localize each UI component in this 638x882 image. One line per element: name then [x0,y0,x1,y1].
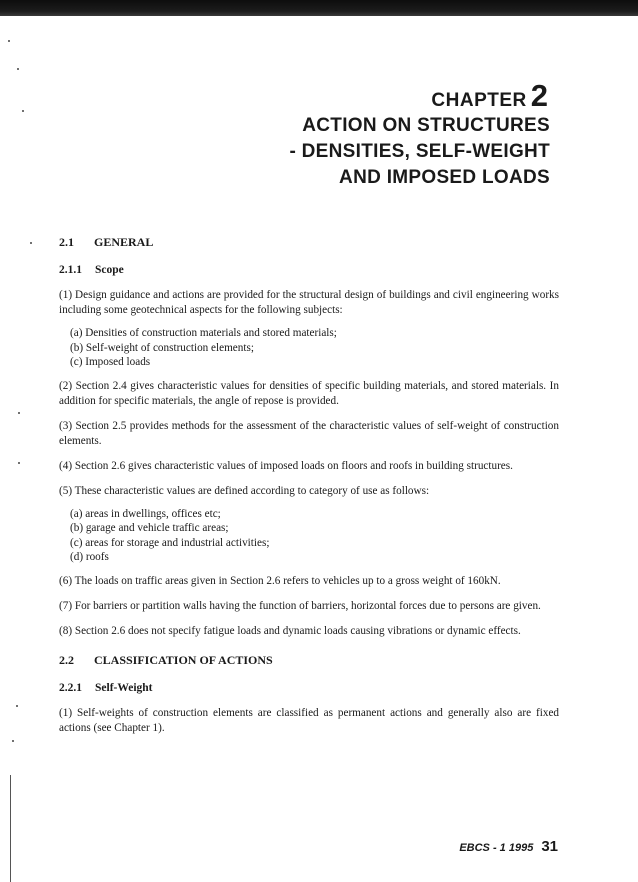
chapter-heading [431,78,548,114]
page-number: 31 [541,838,558,855]
list-item: (b) garage and vehicle traffic areas; [70,522,229,534]
scan-speck [16,705,18,707]
paragraph-3: (3) Section 2.5 provides methods for the assessment of the characteristic values of self-weight of construction elements. [59,419,559,447]
scan-speck [18,462,20,464]
scan-speck [8,40,10,42]
list-item: (c) Imposed loads [70,356,151,368]
chapter-number: 2 [530,78,548,113]
chapter-title-line: - DENSITIES, SELF-WEIGHT [289,141,550,162]
scan-speck [22,110,24,112]
section-heading-2-2: 2.2 CLASSIFICATION OF ACTIONS [59,652,273,667]
chapter-title-line: ACTION ON STRUCTURES [302,115,550,136]
scan-speck [17,68,19,70]
subject-list [59,326,559,370]
section-heading-2-2-1: 2.2.1 Self-Weight [59,681,153,694]
paragraph-7: (7) For barriers or partition walls having the function of barriers, horizontal forces due to persons are given. [59,599,541,612]
list-item: (a) areas in dwellings, offices etc; [70,507,221,520]
chapter-title-line: AND IMPOSED LOADS [339,167,550,188]
list-item: (c) areas for storage and industrial activities; [70,536,270,549]
paragraph-1: (1) Design guidance and actions are provided for the structural design of buildings and civil engineering works including some geotechnical aspects for the following subjects: [59,289,559,316]
list-item: (a) Densities of construction materials and stored materials; [70,327,337,339]
chapter-title [289,113,550,191]
page-body [59,235,559,746]
scan-speck [12,740,14,742]
paragraph-5: (5) These characteristic values are defined according to category of use as follows: [59,484,430,497]
scan-speck [18,412,20,414]
paragraph-2: (2) Section 2.4 gives characteristic values for densities of specific building materials, and stored materials. In addition for specific materials, the angle of repose is provided. [59,379,559,407]
paragraph-6: (6) The loads on traffic areas given in Section 2.6 refers to vehicles up to a gross weight of 160kN. [59,574,501,587]
section-heading-2-1-1: 2.1.1 Scope [59,264,124,276]
footer-reference: EBCS - 1 1995 [459,842,534,854]
paragraph-2-2-1: (1) Self-weights of construction elements are classified as permanent actions and generally also are fixed actions (see Chapter 1). [59,706,559,734]
page-footer [459,838,558,856]
scan-speck [30,242,32,244]
chapter-label: CHAPTER [431,90,527,111]
scan-top-border [0,0,638,16]
list-item: (b) Self-weight of construction elements; [70,341,254,354]
section-heading-2-1: 2.1 GENERAL [59,235,154,249]
category-list [59,507,559,565]
list-item: (d) roofs [70,551,109,563]
paragraph-8: (8) Section 2.6 does not specify fatigue loads and dynamic loads causing vibrations or dynamic effects. [59,624,521,637]
paragraph-4: (4) Section 2.6 gives characteristic values of imposed loads on floors and roofs in building structures. [59,459,513,472]
scan-margin-line [10,775,11,882]
